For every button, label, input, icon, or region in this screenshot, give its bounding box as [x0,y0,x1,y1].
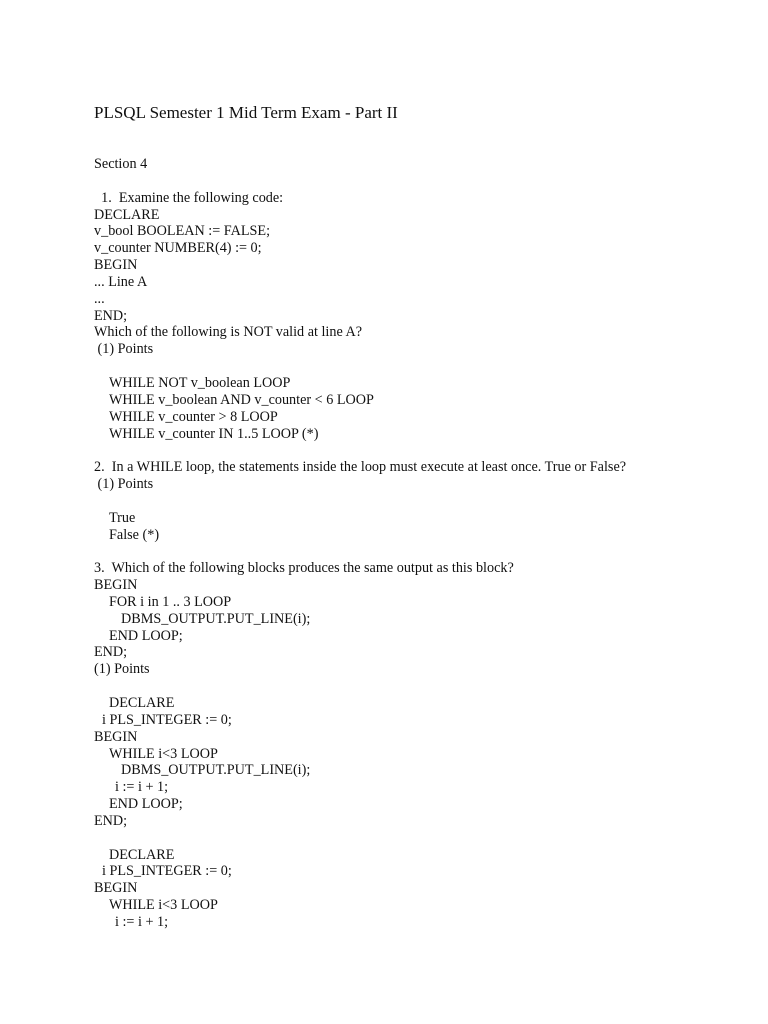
option-b-line: BEGIN [94,880,138,897]
code-line: ... Line A [94,273,148,290]
blank-line [94,830,626,847]
section-heading: Section 4 [94,156,148,172]
question-2-prompt: 2. In a WHILE loop, the statements inside the loop must execute at least once. True or False? [94,459,627,476]
option-b-line: i := i + 1; [115,913,169,930]
code-line: BEGIN [94,577,138,594]
option-a-line: END LOOP; [109,796,183,813]
code-line: DECLARE [94,206,160,223]
option-a-line: i := i + 1; [115,779,169,796]
code-line: DBMS_OUTPUT.PUT_LINE(i); [121,610,311,627]
blank-line [94,543,626,560]
question-1-prompt: 1. Examine the following code: [94,189,284,206]
option-b-line: i PLS_INTEGER := 0; [102,863,232,880]
option-a-line: i PLS_INTEGER := 0; [102,711,232,728]
question-3-prompt: 3. Which of the following blocks produces the same output as this block? [94,560,514,577]
question-1-points: (1) Points [94,341,154,358]
code-line: FOR i in 1 .. 3 LOOP [109,593,232,610]
option-b-line: DECLARE [109,846,175,863]
document-body [94,156,626,931]
question-2-option: True [109,509,136,526]
code-line: ... [94,290,105,307]
question-1-option: WHILE v_counter IN 1..5 LOOP (*) [109,425,319,442]
page-title: PLSQL Semester 1 Mid Term Exam - Part II [94,103,398,122]
option-b-line: WHILE i<3 LOOP [109,897,218,914]
question-1-option: WHILE v_counter > 8 LOOP [109,408,278,425]
option-a-line: DECLARE [109,695,175,711]
question-3-points: (1) Points [94,661,150,678]
code-line: END LOOP; [109,627,183,644]
option-a-line: BEGIN [94,728,138,745]
code-line: v_counter NUMBER(4) := 0; [94,240,262,257]
blank-line [94,173,626,190]
code-line: BEGIN [94,257,138,274]
question-1-option: WHILE v_boolean AND v_counter < 6 LOOP [109,391,374,408]
question-1-text: Which of the following is NOT valid at line A? [94,324,363,341]
option-a-line: WHILE i<3 LOOP [109,745,218,762]
question-2-points: (1) Points [94,476,154,493]
code-line: END; [94,307,128,324]
blank-line [94,442,626,459]
code-line: END; [94,644,128,661]
option-a-line: DBMS_OUTPUT.PUT_LINE(i); [121,762,311,779]
blank-line [94,358,626,375]
question-2-option: False (*) [109,526,160,543]
option-a-line: END; [94,812,128,829]
code-line: v_bool BOOLEAN := FALSE; [94,223,271,240]
question-1-option: WHILE NOT v_boolean LOOP [109,374,291,391]
blank-line [94,678,626,695]
blank-line [94,493,626,510]
